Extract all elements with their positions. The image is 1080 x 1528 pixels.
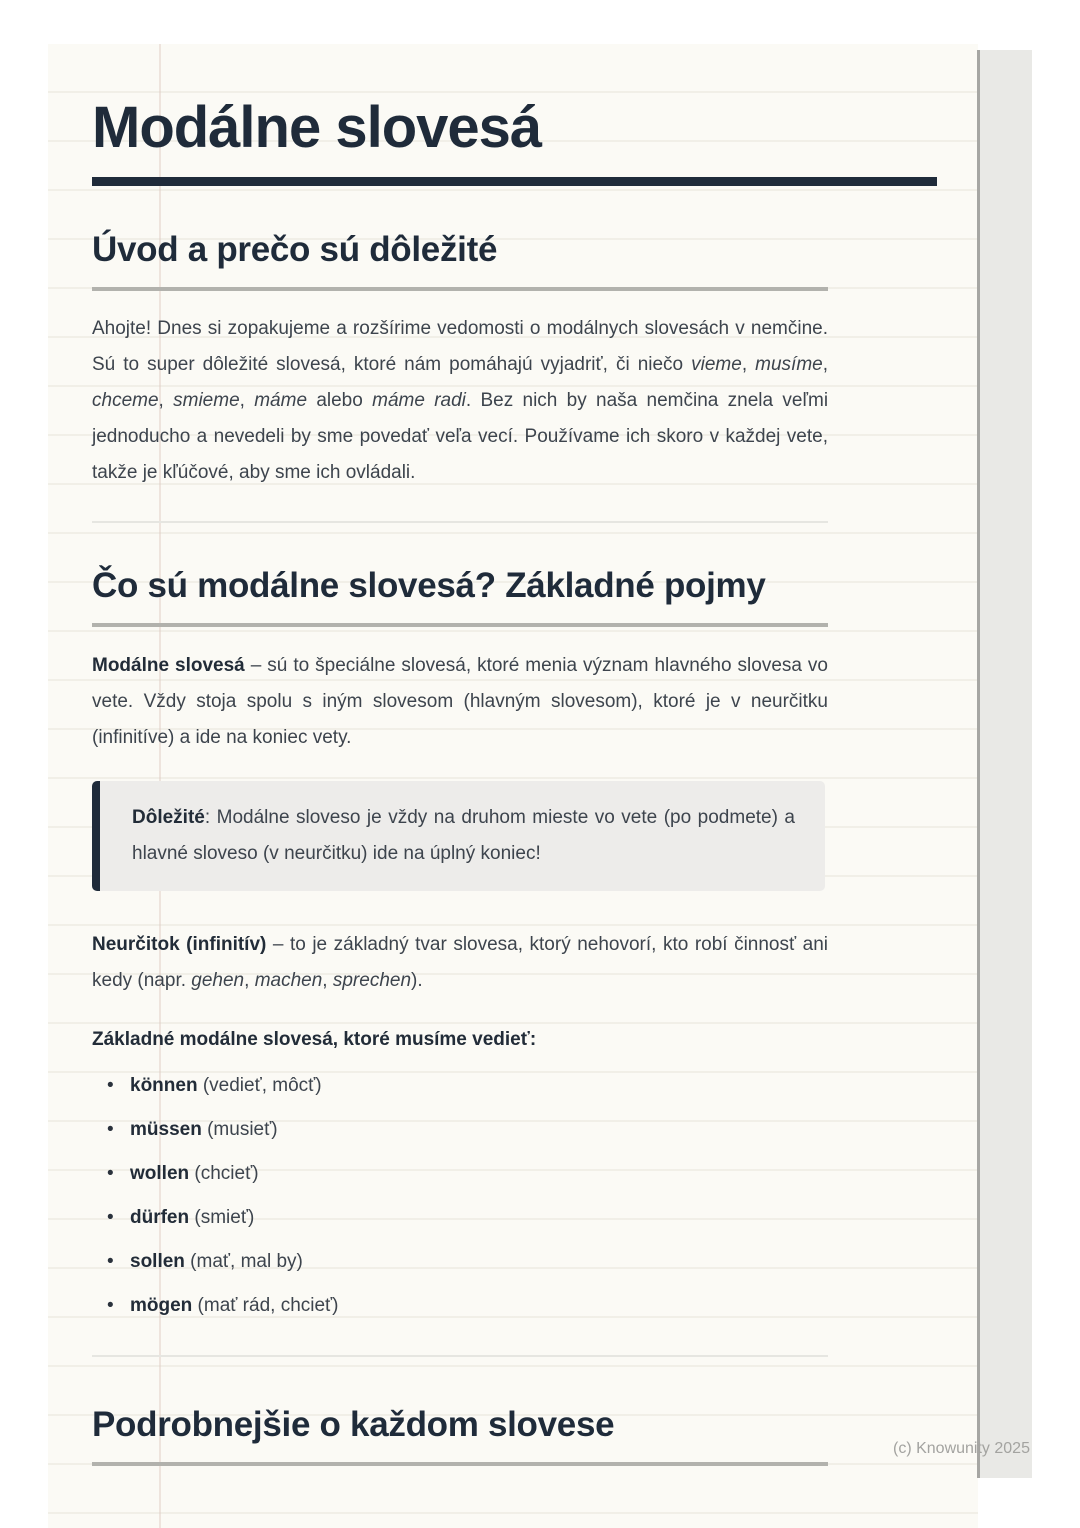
- section-heading-basics: Čo sú modálne slovesá? Základné pojmy: [92, 566, 766, 605]
- verb-gloss: (smieť): [189, 1207, 255, 1228]
- section-heading-intro: Úvod a prečo sú dôležité: [92, 230, 498, 269]
- verb-term: können: [130, 1075, 198, 1096]
- intro-paragraph: Ahojte! Dnes si zopakujeme a rozšírime vedomosti o modálnych slovesách v nemčine. Sú to super dôležité slovesá, ktoré nám pomáhajú vyjadriť, či niečo vieme, musíme, chceme, smieme, máme alebo máme radi. Bez nich by naša nemčina znela veľmi jednoducho a nevedeli by sme povedať veľa vecí. Používame ich skoro v každej vete, takže je kľúčové, aby sme ich ovládali.: [92, 318, 829, 483]
- infinitive-term: Neurčitok (infinitív): [92, 934, 267, 955]
- verb-list-item: [130, 1200, 828, 1236]
- verb-list-intro: Základné modálne slovesá, ktoré musíme vedieť:: [92, 1029, 537, 1050]
- verb-gloss: (musieť): [201, 1119, 278, 1140]
- verb-gloss: (mať, mal by): [184, 1251, 303, 1272]
- verb-gloss: (vedieť, môcť): [197, 1075, 322, 1096]
- verb-gloss: (mať rád, chcieť): [192, 1295, 339, 1316]
- important-callout: [92, 781, 825, 891]
- italic-term: máme: [254, 390, 308, 411]
- intro-text: Ahojte! Dnes si zopakujeme a rozšírime vedomosti o modálnych slovesách v nemčine. Sú to super dôležité slovesá, ktoré nám pomáhajú vyjadriť, či niečo: [92, 318, 828, 375]
- verb-list-item: [130, 1288, 828, 1324]
- definition-text: – sú to špeciálne slovesá, ktoré menia význam hlavného slovesa vo vete. Vždy stoja spolu s iným slovesom (hlavným slovesom), ktoré je v neurčitku (infinitíve) a ide na koniec vety.: [92, 655, 828, 748]
- section-rule-intro: [92, 287, 828, 291]
- definition-paragraph: [92, 648, 828, 756]
- italic-term: vieme: [691, 354, 742, 375]
- title-rule: [92, 177, 937, 186]
- watermark: (c) Knowunity 2025: [893, 1440, 1030, 1457]
- definition-term: Modálne slovesá: [92, 655, 245, 676]
- callout-paragraph: [132, 800, 795, 872]
- document-page: [48, 44, 978, 1528]
- page-content: [92, 96, 828, 1466]
- callout-label: Dôležité: [132, 807, 205, 828]
- verb-list-item: [130, 1068, 828, 1104]
- infinitive-paragraph: Neurčitok (infinitív) – to je základný tvar slovesa, ktorý nehovorí, kto robí činnosť ani kedy (napr. gehen, machen, sprechen).: [92, 934, 828, 991]
- window-right-margin: [1032, 0, 1080, 1528]
- italic-term: smieme: [173, 390, 240, 411]
- italic-term: máme radi: [372, 390, 466, 411]
- infinitive-text: – to je základný tvar slovesa, ktorý nehovorí, kto robí činnosť ani kedy (napr.: [92, 934, 828, 991]
- verb-term: mögen: [130, 1295, 193, 1316]
- section-rule-details: [92, 1462, 828, 1466]
- section-divider: [92, 521, 828, 523]
- italic-term: musíme: [755, 354, 823, 375]
- verb-term: sollen: [130, 1251, 185, 1272]
- verb-list-item: [130, 1244, 828, 1280]
- infinitive-text: ).: [411, 970, 423, 991]
- callout-text: : Modálne sloveso je vždy na druhom mieste vo vete (po podmete) a hlavné sloveso (v neurčitku) ide na úplný koniec!: [132, 807, 795, 864]
- page-title: Modálne slovesá: [92, 95, 542, 160]
- verb-term: dürfen: [130, 1207, 190, 1228]
- verb-list-item: [130, 1156, 828, 1192]
- verb-term: wollen: [130, 1163, 190, 1184]
- italic-term: gehen: [191, 970, 245, 991]
- section-divider: [92, 1355, 828, 1357]
- section-heading-details: Podrobnejšie o každom slovese: [92, 1405, 615, 1444]
- italic-term: machen: [254, 970, 323, 991]
- scrollbar-thumb[interactable]: [977, 50, 1032, 1478]
- italic-term: chceme: [92, 390, 159, 411]
- intro-text: . Bez nich by naša nemčina znela veľmi jednoducho a nevedeli by sme povedať veľa vecí. Používame ich skoro v každej vete, takže je kľúčové, aby sme ich ovládali.: [92, 390, 829, 483]
- verb-gloss: (chcieť): [189, 1163, 259, 1184]
- verb-term: müssen: [130, 1119, 202, 1140]
- italic-term: sprechen: [332, 970, 412, 991]
- section-rule-basics: [92, 623, 828, 627]
- modal-verbs-list: [92, 1068, 828, 1324]
- verb-list-item: [130, 1112, 828, 1148]
